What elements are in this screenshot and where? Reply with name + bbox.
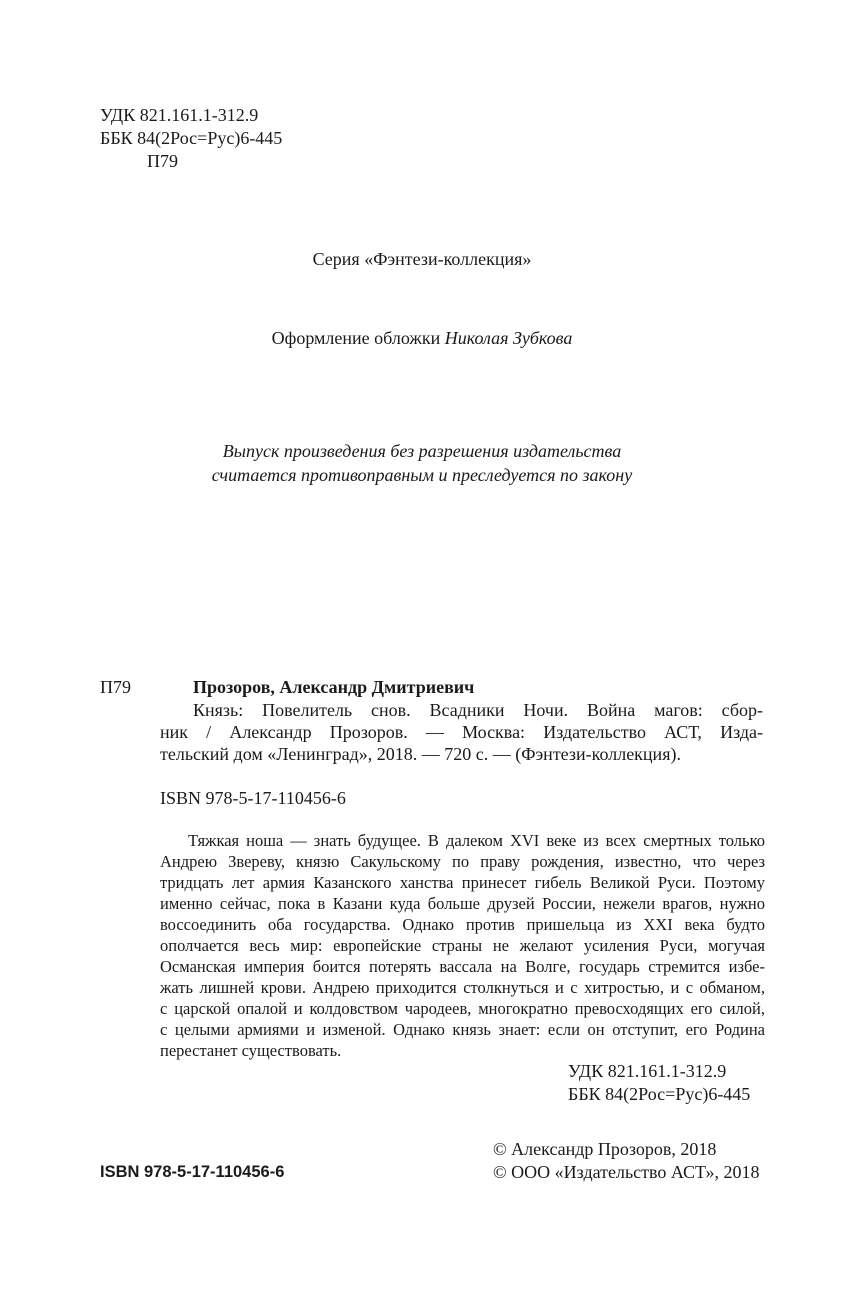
annotation-line: Андрею Звереву, князю Сакульскому по праву рождения, известно, что через bbox=[160, 852, 765, 871]
footer-bbk-code: ББК 84(2Рос=Рус)6-445 bbox=[568, 1084, 751, 1104]
copyright-author: © Александр Прозоров, 2018 bbox=[493, 1139, 717, 1159]
copyright-publisher: © ООО «Издательство АСТ», 2018 bbox=[493, 1162, 760, 1182]
series-line: Серия «Фэнтези-коллекция» bbox=[312, 249, 532, 269]
catalog-isbn: ISBN 978-5-17-110456-6 bbox=[160, 788, 346, 808]
footer-udk-code: УДК 821.161.1-312.9 bbox=[568, 1061, 727, 1081]
annotation-line: жать лишней крови. Андрею приходится столкнуться и с хитростью, и с обманом, bbox=[160, 978, 765, 997]
catalog-description-line-3: тельский дом «Ленинград», 2018. — 720 с. — (Фэнтези-коллекция). bbox=[160, 744, 681, 764]
legal-warning-line-1: Выпуск произведения без разрешения издательства bbox=[222, 441, 622, 461]
catalog-mark: П79 bbox=[100, 677, 131, 697]
author-mark: П79 bbox=[147, 151, 178, 171]
legal-warning-line-2: считается противоправным и преследуется по закону bbox=[211, 465, 633, 485]
annotation-line: именно сейчас, пока в Казани куда больше друзей России, нежели врагов, нужно bbox=[160, 894, 765, 913]
cover-designer-name: Николая Зубкова bbox=[444, 328, 573, 348]
annotation-line: Тяжкая ноша — знать будущее. В далеком XVI веке из всех смертных только bbox=[188, 831, 765, 850]
annotation-line: перестанет существовать. bbox=[160, 1041, 342, 1060]
catalog-description-line-1: Князь: Повелитель снов. Всадники Ночи. Война магов: сбор- bbox=[193, 700, 763, 720]
footer-isbn: ISBN 978-5-17-110456-6 bbox=[100, 1163, 285, 1181]
catalog-description-line-2: ник / Александр Прозоров. — Москва: Издательство АСТ, Изда- bbox=[160, 722, 763, 742]
annotation-line: ополчается весь мир: европейские страны не желают усиления Руси, могучая bbox=[160, 936, 765, 955]
annotation-line: с царской опалой и колдовством чародеев, многократно превосходящих его силой, bbox=[160, 999, 765, 1018]
catalog-author: Прозоров, Александр Дмитриевич bbox=[193, 677, 475, 697]
bbk-code: ББК 84(2Рос=Рус)6-445 bbox=[100, 128, 283, 148]
cover-design-line bbox=[0, 327, 844, 350]
annotation-line: с целыми армиями и изменой. Однако князь знает: если он отступит, его Родина bbox=[160, 1020, 765, 1039]
udk-code: УДК 821.161.1-312.9 bbox=[100, 105, 259, 125]
annotation-line: тридцать лет армия Казанского ханства принесет гибель Великой Руси. Поэтому bbox=[160, 873, 765, 892]
annotation-line: Османская империя боится потерять вассала на Волге, государь стремится избе- bbox=[160, 957, 765, 976]
annotation-line: воссоединить оба государства. Однако против пришельца из XXI века будто bbox=[160, 915, 765, 934]
cover-design-prefix: Оформление обложки bbox=[271, 328, 445, 348]
